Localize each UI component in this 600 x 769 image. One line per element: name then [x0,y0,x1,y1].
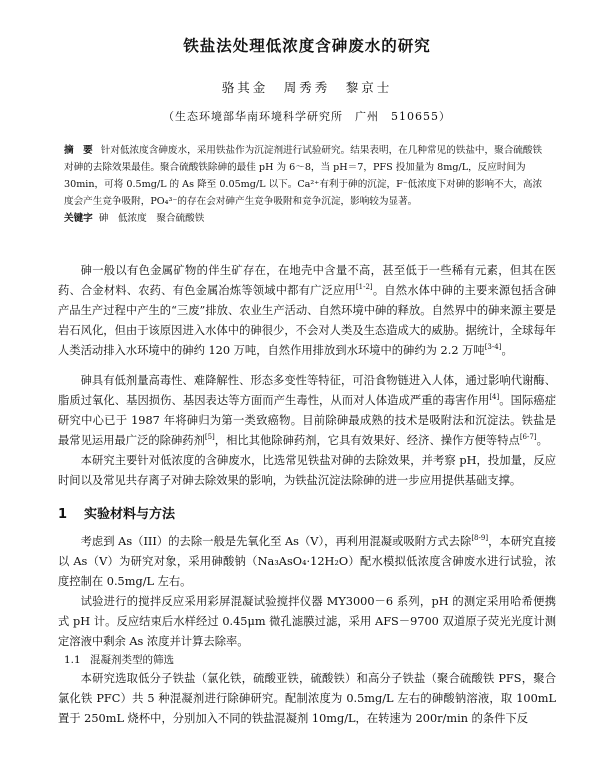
paper-title: 铁盐法处理低浓度含砷废水的研究 [183,37,431,55]
intro-paragraph-2: 砷具有低剂量高毒性、难降解性、形态多变性等特征，可沿食物链进入人体，通过影响代谢酶、脂质过氧化、基因损伤、基因表达等方面而产生毒性，从而对人体造成严重的毒害作用[4]。国际癌症研究中心已于 1987 年将砷归为第一类致癌物。目前除砷最成熟的技术是吸附法和沉淀法。铁盐是最常见运用最广泛的除砷药剂[5]，相比其他除砷药剂，它具有效果好、经济、操作方便等特点[6-7]。 [58,374,556,447]
authors: 骆其金 周秀秀 黎京士 [221,80,393,95]
subsection-paragraph: 本研究选取低分子铁盐（氯化铁，硫酸亚铁，硫酸铁）和高分子铁盐（聚合硫酸铁 PFS，聚合氯化铁 PFC）共 5 种混凝剂进行除砷研究。配制浓度为 0.5mg/L 左右的砷酸钠溶液，取 100mL 置于 250mL 烧杯中，分别加入不同的铁盐混凝剂 10mg/L，在转速为 200r/min 的条件下反 [58,672,556,725]
abstract [64,142,550,210]
subsection-heading [58,652,556,667]
citation: [6-7] [519,433,537,442]
section-title: 实验材料与方法 [84,507,176,522]
section-paragraph-1: 考虑到 As（III）的去除一般是先氧化至 As（V），再利用混凝或吸附方式去除[8-9]，本研究直接以 As（V）为研究对象，采用砷酸钠（Na₃AsO₄·12H₂O）配水模拟低浓度含砷废水进行试验，浓度控制在 0.5mg/L 左右。 [58,534,556,588]
abstract-text: 针对低浓度含砷废水，采用铁盐作为沉淀剂进行试验研究。结果表明，在几种常见的铁盐中，聚合硫酸铁对砷的去除效果最佳。聚合硫酸铁除砷的最佳 pH 为 6～8，当 pH＝7，PFS 投加量为 8mg/L，反应时间为 30min，可将 0.5mg/L 的 As 降至 0.05mg/L 以下。Ca²⁺有利于砷的沉淀，F⁻低浓度下对砷的影响不大，高浓度会产生竞争吸附，PO₄³⁻的存在会对砷产生竞争吸附和竞争沉淀，影响较为显著。 [64,145,543,207]
abstract-label: 摘 要 [64,145,93,156]
intro-paragraph-1: 砷一般以有色金属矿物的伴生矿存在，在地壳中含量不高，甚至低于一些稀有元素，但其在医药、合金材料、农药、有色金属冶炼等领域中都有广泛应用[1-2]。自然水体中砷的主要来源包括含砷产品生产过程中产生的“三废”排放、农业生产活动、自然环境中砷的释放。自然界中的砷来源主要是岩石风化，但由于该原因进入水体中的砷很少，不会对人类及生态造成大的威胁。据统计，全球每年人类活动排入水环境中的砷约 120 万吨，自然作用排放到水环境中的砷约为 2.2 万吨[3-4]。 [58,264,556,357]
subsection-title: 混凝剂类型的筛选 [90,654,174,666]
citation: [8-9] [471,534,489,543]
citation: [5] [204,433,215,442]
keywords-label: 关键字 [64,213,93,224]
body-text [58,261,556,729]
citation: [4] [489,393,500,402]
section-paragraph-2: 试验进行的搅拌反应采用彩屏混凝试验搅拌仪器 MY3000－6 系列，pH 的测定采用哈希便携式 pH 计。反应结束后水样经过 0.45μm 微孔滤膜过滤，采用 AFS－9700 双道原子荧光光度计测定溶液中剩余 As 浓度并计算去除率。 [58,595,556,648]
section-number: 1 [58,507,68,522]
keywords [64,210,550,227]
affiliation: （生态环境部华南环境科学研究所 广州 510655） [163,110,451,123]
citation: [1-2] [355,283,373,292]
citation: [3-4] [484,343,502,352]
intro-paragraph-3: 本研究主要针对低浓度的含砷废水，比选常见铁盐对砷的去除效果，并考察 pH，投加量，反应时间以及常见共存离子对砷去除效果的影响，为铁盐沉淀法除砷的进一步应用提供基础支撑。 [58,454,556,487]
section-heading [58,503,556,522]
keywords-text: 砷 低浓度 聚合硫酸铁 [98,213,205,224]
subsection-number: 1.1 [64,654,81,666]
